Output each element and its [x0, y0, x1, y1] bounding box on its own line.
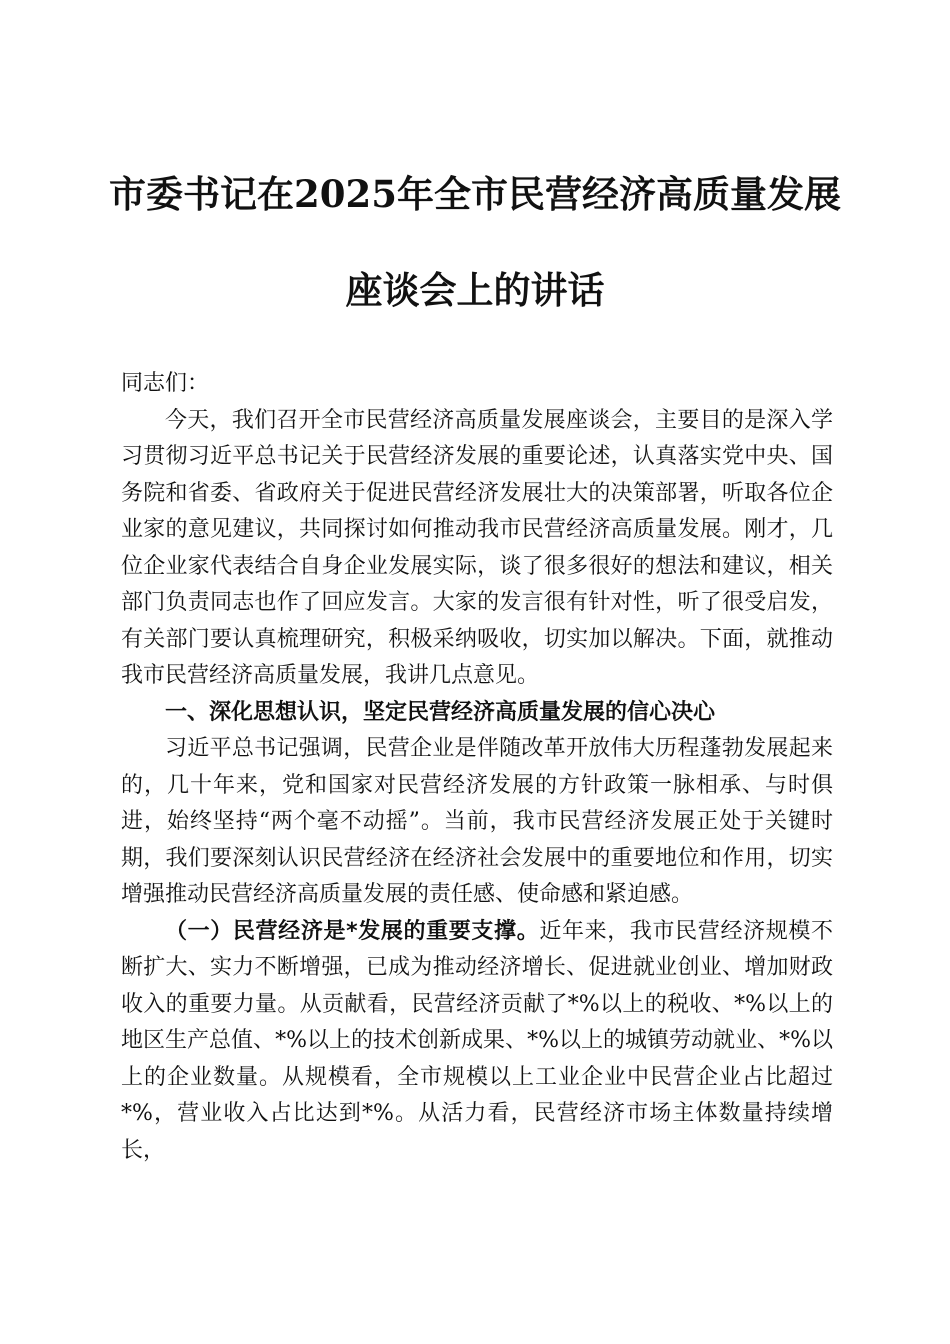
subsection-1-lead: （一）民营经济是*发展的重要支撑。	[165, 918, 540, 944]
section-heading-1: 一、深化思想认识，坚定民营经济高质量发展的信心决心	[165, 699, 716, 725]
paragraph-section-1-intro: 习近平总书记强调，民营企业是伴随改革开放伟大历程蓬勃发展起来的，几十年来，党和国家对民营经济发展的方针政策一脉相承、与时俱进，始终坚持“两个毫不动摇”。当前，我市民营经济发展正处于关键时期，我们要深刻认识民营经济在经济社会发展中的重要地位和作用，切实增强推动民营经济高质量发展的责任感、使命感和紧迫感。	[121, 736, 833, 907]
paragraph-opening: 今天，我们召开全市民营经济高质量发展座谈会，主要目的是深入学习贯彻习近平总书记关于民营经济发展的重要论述，认真落实党中央、国务院和省委、省政府关于促进民营经济发展壮大的决策部署，听取各位企业家的意见建议，共同探讨如何推动我市民营经济高质量发展。刚才，几位企业家代表结合自身企业发展实际，谈了很多很好的想法和建议，相关部门负责同志也作了回应发言。大家的发言很有针对性，听了很受启发，有关部门要认真梳理研究，积极采纳吸收，切实加以解决。下面，就推动我市民营经济高质量发展，我讲几点意见。	[121, 407, 833, 688]
document-title-line-2: 座谈会上的讲话	[345, 268, 605, 312]
paragraph-subsection-1	[121, 914, 833, 1170]
document-title-line-1: 市委书记在2025年全市民营经济高质量发展	[109, 172, 841, 216]
salutation: 同志们：	[121, 371, 210, 396]
subsection-1-text: 近年来，我市民营经济规模不断扩大、实力不断增强，已成为推动经济增长、促进就业创业、增加财政收入的重要力量。从贡献看，民营经济贡献了*%以上的税收、*%以上的地区生产总值、*%以上的技术创新成果、*%以上的城镇劳动就业、*%以上的企业数量。从规模看，全市规模以上工业企业中民营企业占比超过*%，营业收入占比达到*%。从活力看，民营经济市场主体数量持续增长，	[121, 918, 833, 1163]
document-body	[121, 366, 833, 1169]
